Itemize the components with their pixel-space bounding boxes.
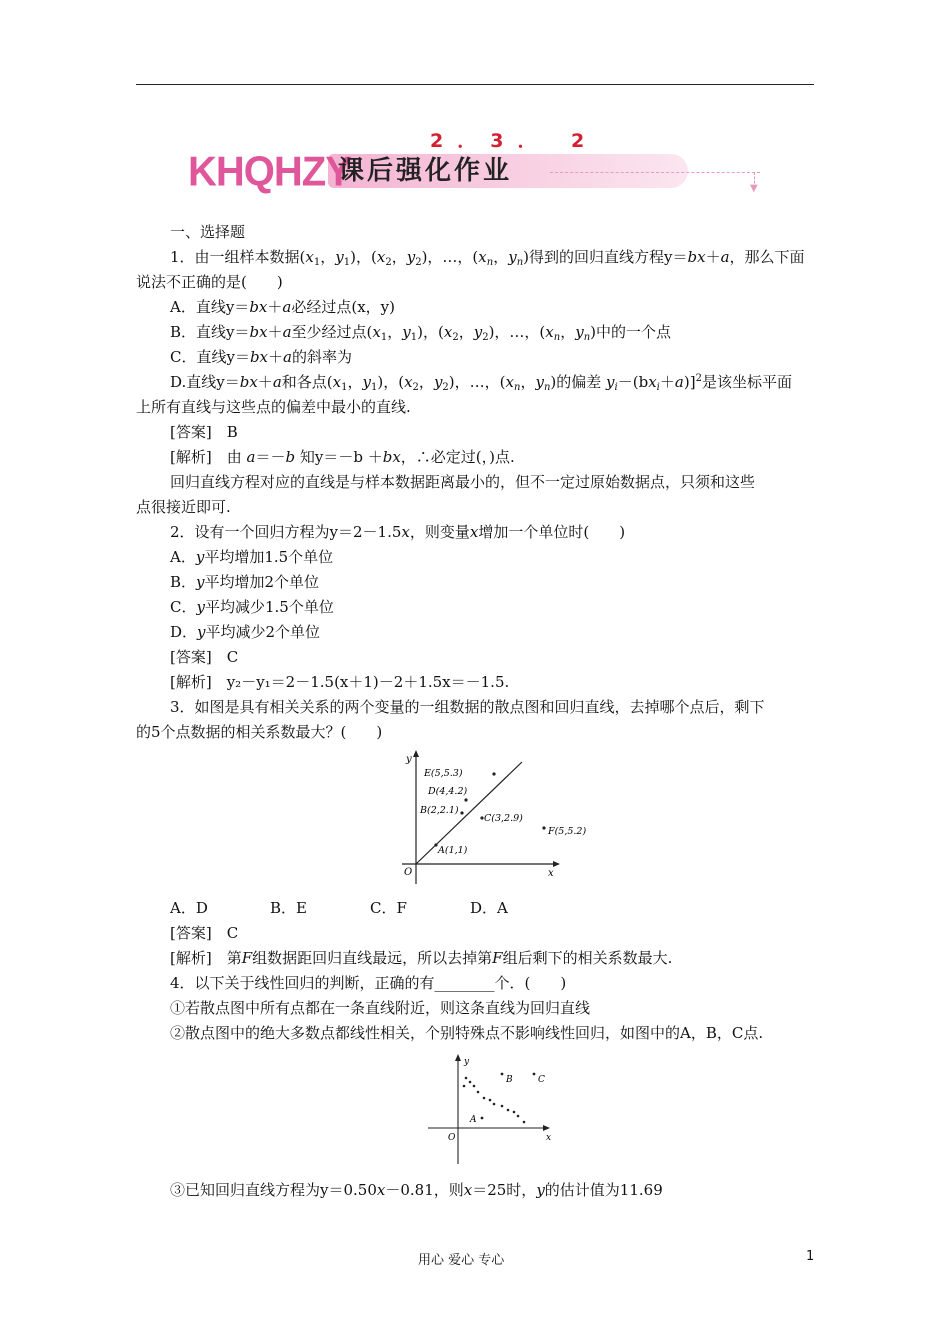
q3-label-c: C(3,2.9)	[484, 813, 523, 824]
q3-label-a: A(1,1)	[438, 845, 468, 856]
q4-x-arrow-icon	[543, 1125, 550, 1131]
q3-option-a: A．D	[170, 899, 208, 917]
q1-stem-line1: 1．由一组样本数据($x_1$，$y_1$)，($x_2$，$y_2$)，…，($x_n$，$y_n$)得到的回归直线方程y＝bx＋a，那么下面	[170, 248, 805, 268]
q4-origin-label: O	[448, 1133, 456, 1143]
q3-label-b: B(2,2.1)	[420, 805, 459, 816]
q4-point-a	[481, 1117, 484, 1120]
q2-option-c: C．y平均减少1.5个单位	[170, 598, 334, 616]
q3-answer: [答案] C	[170, 924, 239, 942]
q2-stem: 2．设有一个回归方程为y＝2－1.5x，则变量x增加一个单位时( )	[170, 523, 626, 541]
q4-item-2: ②散点图中的绝大多数点都线性相关，个别特殊点不影响线性回归，如图中的A，B，C点.	[170, 1024, 764, 1042]
part-heading: 一、选择题	[170, 223, 246, 241]
q3-point-b	[460, 811, 463, 814]
q3-analysis: [解析] 第F组数据距回归直线最远，所以去掉第F组后剩下的相关系数最大.	[170, 949, 673, 967]
page-number: 1	[806, 1249, 815, 1264]
q3-option-b: B．E	[270, 899, 307, 917]
q2-option-d: D．y平均减少2个单位	[170, 623, 321, 641]
q4-y-arrow-icon	[455, 1054, 461, 1061]
q4-scatter-figure	[426, 1052, 562, 1168]
q1-option-b: B．直线y＝bx＋a至少经过点($x_1$，$y_1$)，($x_2$，$y_2$)，…，($x_n$，$y_n$)中的一个点	[170, 323, 672, 343]
q2-option-b: B．y平均增加2个单位	[170, 573, 320, 591]
q1-analysis-line3: 点很接近即可.	[136, 498, 231, 516]
q2-analysis: [解析] y₂－y₁＝2－1.5(x＋1)－2＋1.5x＝－1.5.	[170, 673, 510, 691]
q1-analysis-line2: 回归直线方程对应的直线是与样本数据距离最小的，但不一定过原始数据点，只须和这些	[170, 473, 756, 491]
q1-option-d-cont: 上所有直线与这些点的偏差中最小的直线.	[136, 398, 411, 416]
q1-option-d: D.直线y＝bx＋a和各点($x_1$，$y_1$)，($x_2$，$y_2$)，…，($x_n$，$y_n$)的偏差 $y_i-(bx_i+a)]^2$是该坐标平面	[170, 373, 792, 393]
q4-point-b	[501, 1073, 504, 1076]
q1-analysis-line1: [解析] 由 a＝－b 知y＝－b ＋bx，∴必定过(，)点.	[170, 448, 515, 466]
q4-item-1: ①若散点图中所有点都在一条直线附近，则这条直线为回归直线	[170, 999, 591, 1017]
q4-label-b: B	[506, 1075, 513, 1085]
section-number: 2．3． 2	[430, 130, 599, 152]
q3-y-label: y	[406, 754, 412, 765]
q3-stem-line1: 3．如图是具有相关关系的两个变量的一组数据的散点图和回归直线，去掉哪个点后，剩下	[170, 698, 765, 716]
q3-label-d: D(4,4.2)	[428, 786, 468, 797]
banner-logo: KHQHZY	[188, 148, 351, 196]
q4-label-c: C	[538, 1075, 545, 1085]
q3-point-e	[492, 772, 495, 775]
q3-scatter-figure	[398, 748, 598, 890]
q3-origin-label: O	[404, 867, 413, 878]
q4-y-label: y	[464, 1057, 470, 1067]
q1-option-c: C．直线y＝bx＋a的斜率为	[170, 348, 352, 366]
q3-point-f	[542, 826, 545, 829]
q1-stem-line2: 说法不正确的是( )	[136, 273, 283, 291]
q1-option-a: A．直线y＝bx＋a必经过点(x，y)	[170, 298, 395, 316]
q4-label-a: A	[470, 1115, 477, 1125]
banner-dashed-line	[550, 172, 760, 173]
banner-title: 课后强化作业	[338, 156, 513, 186]
q3-y-arrow-icon	[413, 750, 419, 757]
top-rule	[136, 84, 814, 85]
q3-label-f: F(5,5.2)	[548, 826, 587, 837]
q3-stem-line2: 的5个点数据的相关系数最大？( )	[136, 723, 383, 741]
footer-motto: 用心 爱心 专心	[418, 1253, 505, 1268]
q4-x-label: x	[546, 1133, 552, 1143]
q3-x-label: x	[548, 868, 554, 879]
q3-option-c: C．F	[370, 899, 407, 917]
q4-point-c	[533, 1073, 536, 1076]
q3-point-d	[464, 798, 467, 801]
banner	[188, 150, 768, 194]
q3-label-e: E(5,5.3)	[424, 768, 463, 779]
q2-answer: [答案] C	[170, 648, 239, 666]
q2-option-a: A．y平均增加1.5个单位	[170, 548, 334, 566]
down-arrow-icon: ▼	[750, 183, 758, 194]
q3-option-d: D．A	[470, 899, 508, 917]
q4-item-3: ③已知回归直线方程为y＝0.50x－0.81，则x＝25时，y的估计值为11.69	[170, 1181, 663, 1199]
q4-stem: 4．以下关于线性回归的判断，正确的有________个．( )	[170, 974, 567, 992]
q1-answer: [答案] B	[170, 423, 238, 441]
q3-x-arrow-icon	[553, 861, 560, 867]
